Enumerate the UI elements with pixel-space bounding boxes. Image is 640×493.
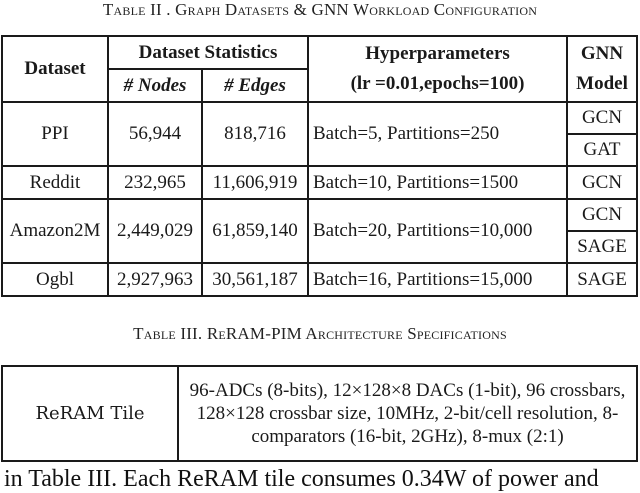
- cell-model: GCN: [567, 166, 637, 199]
- cell-dataset: Reddit: [2, 166, 108, 199]
- header-nodes: # Nodes: [108, 69, 202, 102]
- body-paragraph-fragment: in Table III. Each ReRAM tile consumes 0.34W of power and: [4, 466, 599, 492]
- cell-hyperparameters: Batch=10, Partitions=1500: [308, 166, 567, 199]
- header-hyperparameters-sub: (lr =0.01,epochs=100): [350, 73, 525, 94]
- table-row: [2, 166, 637, 199]
- header-dataset-statistics: Dataset Statistics: [108, 36, 308, 69]
- cell-model: GCN: [567, 102, 637, 134]
- table-row: [2, 366, 637, 461]
- table-row: [2, 199, 637, 231]
- table-row: [2, 263, 637, 296]
- cell-dataset: Amazon2M: [2, 199, 108, 263]
- cell-edges: 30,561,187: [202, 263, 308, 296]
- cell-model: SAGE: [567, 231, 637, 263]
- cell-hyperparameters: Batch=20, Partitions=10,000: [308, 199, 567, 263]
- cell-model: GAT: [567, 134, 637, 166]
- reram-spec-table: [1, 365, 638, 462]
- cell-hyperparameters: Batch=5, Partitions=250: [308, 102, 567, 166]
- header-edges: # Edges: [202, 69, 308, 102]
- table-ii-caption: Table II . Graph Datasets & GNN Workload Configuration: [102, 0, 538, 19]
- header-dataset: Dataset: [2, 36, 108, 102]
- cell-dataset: Ogbl: [2, 263, 108, 296]
- header-gnn-line1: GNN: [580, 43, 624, 64]
- header-gnn-model: [567, 36, 637, 102]
- table-row: [2, 102, 637, 134]
- cell-model: GCN: [567, 199, 637, 231]
- spec-key: ReRAM Tile: [2, 366, 178, 461]
- cell-model: SAGE: [567, 263, 637, 296]
- cell-nodes: 56,944: [108, 102, 202, 166]
- header-hyperparameters-title: Hyperparameters: [365, 43, 510, 64]
- graph-datasets-table: [1, 35, 638, 297]
- cell-edges: 818,716: [202, 102, 308, 166]
- cell-nodes: 232,965: [108, 166, 202, 199]
- spec-value: 96-ADCs (8-bits), 12×128×8 DACs (1-bit), 96 crossbars, 128×128 crossbar size, 10MHz, 2-bit/cell resolution, 8-comparators (16-bit, 2GHz), 8-mux (2:1): [178, 366, 637, 461]
- cell-edges: 11,606,919: [202, 166, 308, 199]
- cell-edges: 61,859,140: [202, 199, 308, 263]
- header-hyperparameters: [308, 36, 567, 102]
- cell-dataset: PPI: [2, 102, 108, 166]
- cell-nodes: 2,449,029: [108, 199, 202, 263]
- header-gnn-line2: Model: [576, 73, 628, 94]
- cell-nodes: 2,927,963: [108, 263, 202, 296]
- cell-hyperparameters: Batch=16, Partitions=15,000: [308, 263, 567, 296]
- table-iii-caption: Table III. ReRAM-PIM Architecture Specifications: [133, 324, 507, 343]
